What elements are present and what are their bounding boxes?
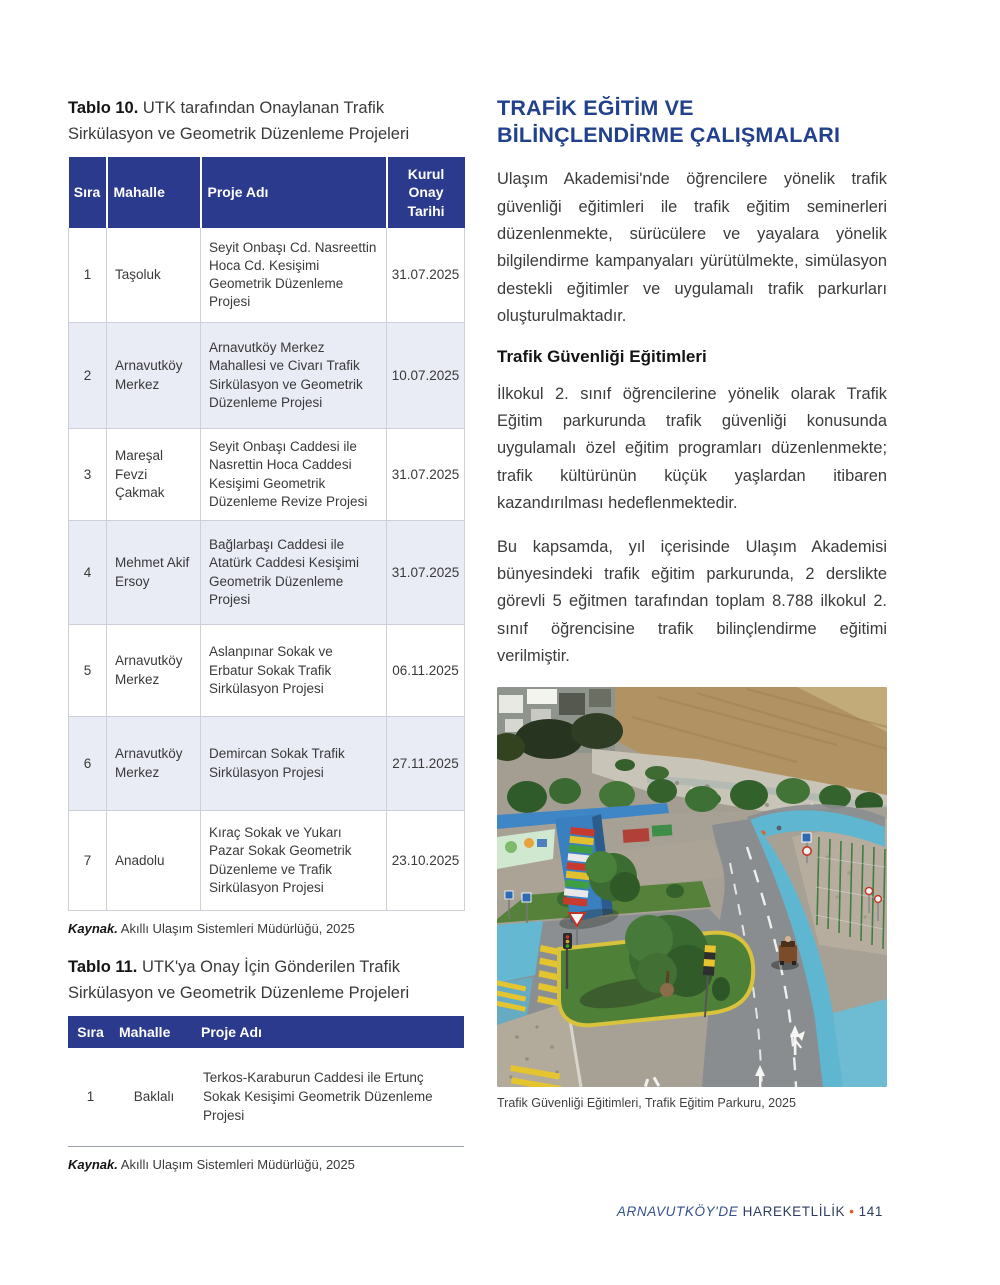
table-row	[69, 717, 465, 811]
cell-sira: 1	[68, 1048, 113, 1147]
table10-source-note	[68, 921, 464, 936]
table11-header-proje: Proje Adı	[195, 1016, 464, 1048]
table10-header-row	[69, 157, 465, 228]
paragraph-1: Ulaşım Akademisi'nde öğrencilere yönelik trafik güvenliği eğitimleri ile trafik eğitim seminerleri düzenlenmekte, sürücülere ve yayalara yönelik bilgilendirme kampanyaları yürütülmekte, simülasyon destekli eğitimler ve uygulamalı trafik parkurları oluşturulmaktadır.	[497, 170, 887, 326]
cell-mahalle: Arnavutköy Merkez	[107, 625, 201, 717]
footer-bullet-icon: •	[849, 1203, 855, 1219]
table11-title	[68, 954, 464, 1006]
traffic-park-photo	[497, 687, 887, 1087]
table11-source-note	[68, 1157, 464, 1172]
table11-header-sira: Sıra	[68, 1016, 113, 1048]
footer-brand-italic: ARNAVUTKÖY'DE	[616, 1204, 739, 1219]
source-text: Akıllı Ulaşım Sistemleri Müdürlüğü, 2025	[117, 921, 355, 937]
cell-tarih: 31.07.2025	[387, 228, 465, 323]
table10-title-text: UTK tarafından Onaylanan Trafik Sirkülasyon ve Geometrik Düzenleme Projeleri	[68, 99, 410, 144]
table11-title-text: UTK'ya Onay İçin Gönderilen Trafik Sirkülasyon ve Geometrik Düzenleme Projeleri	[68, 958, 410, 1003]
table10-title-label: Tablo 10.	[68, 99, 139, 117]
table-row	[69, 228, 465, 323]
table11-title-label: Tablo 11.	[68, 958, 138, 977]
source-label: Kaynak.	[68, 921, 118, 937]
cell-sira: 5	[69, 625, 107, 717]
page-number: 141	[858, 1204, 883, 1219]
cell-tarih: 31.07.2025	[387, 521, 465, 625]
cell-sira: 1	[69, 228, 107, 323]
cell-mahalle: Arnavutköy Merkez	[107, 717, 201, 811]
cell-proje: Bağlarbaşı Caddesi ile Atatürk Caddesi Kesişimi Geometrik Düzenleme Projesi	[201, 521, 387, 625]
table10	[68, 157, 465, 911]
cell-sira: 3	[69, 429, 107, 521]
table10-title	[68, 95, 464, 147]
table10-header-tarih: Kurul Onay Tarihi	[387, 157, 465, 228]
cell-mahalle: Mehmet Akif Ersoy	[107, 521, 201, 625]
page-footer	[0, 1203, 883, 1219]
cell-tarih: 06.11.2025	[387, 625, 465, 717]
source-text: Akıllı Ulaşım Sistemleri Müdürlüğü, 2025	[117, 1157, 355, 1173]
cell-mahalle: Baklalı	[113, 1048, 195, 1147]
cell-proje: Arnavutköy Merkez Mahallesi ve Civarı Trafik Sirkülasyon ve Geometrik Düzenleme Projesi	[201, 323, 387, 429]
cell-mahalle: Arnavutköy Merkez	[107, 323, 201, 429]
source-label: Kaynak.	[68, 1157, 118, 1173]
cell-proje: Seyit Onbaşı Caddesi ile Nasrettin Hoca Caddesi Kesişimi Geometrik Düzenleme Revize Projesi	[201, 429, 387, 521]
table-row	[69, 521, 465, 625]
cell-mahalle: Taşoluk	[107, 228, 201, 323]
right-column	[497, 95, 887, 1122]
table10-header-mahalle: Mahalle	[107, 157, 201, 228]
table-row	[68, 1048, 464, 1147]
page-title-line2: BİLİNÇLENDİRME ÇALIŞMALARI	[497, 122, 841, 147]
cell-sira: 7	[69, 811, 107, 911]
cell-tarih: 10.07.2025	[387, 323, 465, 429]
table10-header-proje: Proje Adı	[201, 157, 387, 228]
cell-sira: 2	[69, 323, 107, 429]
cell-sira: 4	[69, 521, 107, 625]
cell-proje: Kıraç Sokak ve Yukarı Pazar Sokak Geometrik Düzenleme ve Trafik Sirkülasyon Projesi	[201, 811, 387, 911]
paragraph-2: İlkokul 2. sınıf öğrencilerine yönelik olarak Trafik Eğitim parkurunda trafik güvenliği konusunda uygulamalı özel eğitim programları düzenlenmekte; trafik kültürünün küçük yaşlardan itibaren kazandırılması hedeflenmektedir.	[497, 384, 887, 513]
left-column	[68, 95, 464, 1172]
cell-tarih: 31.07.2025	[387, 429, 465, 521]
paragraph-3: Bu kapsamda, yıl içerisinde Ulaşım Akademisi bünyesindeki trafik eğitim parkurunda, 2 derslikte görevli 5 eğitmen tarafından toplam 8.788 ilkokul 2. sınıf öğrencisine trafik bilinçlendirme eğitimi verilmiştir.	[497, 537, 887, 666]
cell-proje: Terkos-Karaburun Caddesi ile Ertunç Sokak Kesişimi Geometrik Düzenleme Projesi	[195, 1048, 464, 1147]
table-row	[69, 323, 465, 429]
cell-tarih: 27.11.2025	[387, 717, 465, 811]
cell-sira: 6	[69, 717, 107, 811]
cell-mahalle: Mareşal Fevzi Çakmak	[107, 429, 201, 521]
table-row	[69, 429, 465, 521]
cell-proje: Seyit Onbaşı Cd. Nasreettin Hoca Cd. Kesişimi Geometrik Düzenleme Projesi	[201, 228, 387, 323]
page-title	[497, 95, 887, 148]
table11	[68, 1016, 464, 1147]
table11-header-mahalle: Mahalle	[113, 1016, 195, 1048]
table-row	[69, 811, 465, 911]
cell-proje: Aslanpınar Sokak ve Erbatur Sokak Trafik Sirkülasyon Projesi	[201, 625, 387, 717]
subheading-trafik-guvenligi: Trafik Güvenliği Eğitimleri	[497, 346, 707, 366]
cell-mahalle: Anadolu	[107, 811, 201, 911]
page-title-line1: TRAFİK EĞİTİM VE	[497, 96, 694, 120]
table-row	[69, 625, 465, 717]
table10-header-sira: Sıra	[69, 157, 107, 228]
footer-brand-rest: HAREKETLİLİK	[738, 1204, 846, 1219]
photo-caption: Trafik Güvenliği Eğitimleri, Trafik Eğitim Parkuru, 2025	[497, 1095, 796, 1110]
cell-tarih: 23.10.2025	[387, 811, 465, 911]
table11-header-row	[68, 1016, 464, 1048]
cell-proje: Demircan Sokak Trafik Sirkülasyon Projesi	[201, 717, 387, 811]
